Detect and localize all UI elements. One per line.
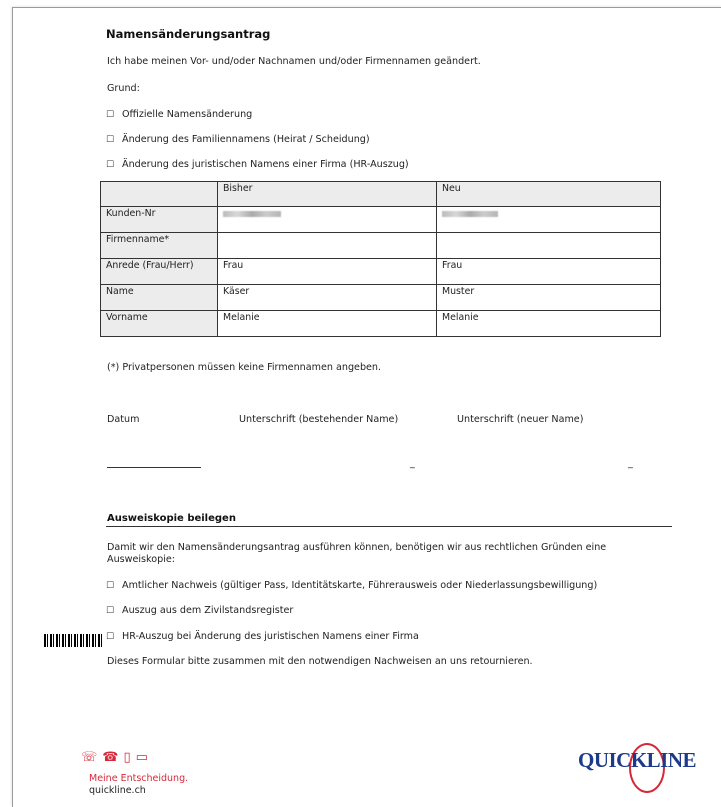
current-signature-label: Unterschrift (bestehender Name) — [239, 414, 399, 425]
row-label: Anrede (Frau/Herr) — [101, 259, 218, 285]
id-section-title: Ausweiskopie beilegen — [107, 513, 236, 524]
date-label: Datum — [107, 414, 140, 425]
first-name-before[interactable]: Melanie — [218, 311, 437, 337]
name-change-table — [100, 181, 661, 337]
date-signature-line[interactable] — [107, 467, 201, 468]
signature-line-mark[interactable]: _ — [410, 458, 415, 469]
id-option-label: HR-Auszug bei Änderung des juristischen Namens einer Firma — [122, 631, 419, 642]
mobile-icon: ▯ — [123, 750, 131, 765]
id-option-label: Auszug aus dem Zivilstandsregister — [122, 605, 294, 616]
reason-label: Grund: — [107, 83, 140, 94]
new-signature-label: Unterschrift (neuer Name) — [457, 414, 584, 425]
id-section-intro-1: Damit wir den Namensänderungsantrag ausführen können, benötigen wir aus rechtlichen Gründen eine — [107, 542, 607, 553]
checkbox-icon[interactable]: ☐ — [106, 110, 115, 120]
tagline: Meine Entscheidung. — [89, 773, 189, 784]
id-option-official[interactable] — [106, 580, 597, 591]
checkbox-icon[interactable]: ☐ — [106, 135, 115, 145]
reason-option-family-name[interactable] — [106, 134, 370, 145]
customer-number-before[interactable] — [218, 207, 437, 233]
first-name-after[interactable]: Melanie — [437, 311, 661, 337]
id-option-label: Amtlicher Nachweis (gültiger Pass, Identitätskarte, Führerausweis oder Niederlassungsbewilligung) — [122, 580, 598, 591]
row-label: Firmenname* — [101, 233, 218, 259]
checkbox-icon[interactable]: ☐ — [106, 632, 115, 642]
closing-text: Dieses Formular bitte zusammen mit den notwendigen Nachweisen an uns retournieren. — [107, 656, 533, 667]
table-header-row — [101, 182, 661, 207]
checkbox-icon[interactable]: ☐ — [106, 581, 115, 591]
salutation-before[interactable]: Frau — [218, 259, 437, 285]
tv-icon: ▭ — [135, 750, 148, 765]
row-label: Name — [101, 285, 218, 311]
website: quickline.ch — [89, 785, 146, 796]
checkbox-icon[interactable]: ☐ — [106, 160, 115, 170]
customer-number-after[interactable] — [437, 207, 661, 233]
landline-icon: ☎ — [102, 750, 119, 765]
table-row-customer-number — [101, 207, 661, 233]
id-option-civil-register[interactable] — [106, 605, 293, 616]
signature-line-mark[interactable]: _ — [628, 458, 633, 469]
section-divider — [106, 526, 672, 527]
reason-option-label: Änderung des juristischen Namens einer Firma (HR-Auszug) — [122, 159, 409, 170]
barcode-icon — [44, 634, 102, 647]
form-title: Namensänderungsantrag — [106, 27, 271, 41]
phone-icon: ☏ — [81, 750, 98, 765]
quickline-logo: QUICKLINE — [578, 748, 697, 772]
company-name-before[interactable] — [218, 233, 437, 259]
document-page — [12, 7, 721, 807]
salutation-after[interactable]: Frau — [437, 259, 661, 285]
intro-text: Ich habe meinen Vor- und/oder Nachnamen und/oder Firmennamen geändert. — [107, 56, 481, 67]
redacted-value — [442, 211, 498, 217]
last-name-after[interactable]: Muster — [437, 285, 661, 311]
row-label: Vorname — [101, 311, 218, 337]
table-header-neu: Neu — [437, 182, 661, 207]
redacted-value — [223, 211, 281, 217]
reason-option-company-name[interactable] — [106, 159, 409, 170]
company-name-after[interactable] — [437, 233, 661, 259]
last-name-before[interactable]: Käser — [218, 285, 437, 311]
table-row-company-name — [101, 233, 661, 259]
table-header-bisher: Bisher — [218, 182, 437, 207]
table-row-salutation — [101, 259, 661, 285]
row-label: Kunden-Nr — [101, 207, 218, 233]
checkbox-icon[interactable]: ☐ — [106, 606, 115, 616]
footnote: (*) Privatpersonen müssen keine Firmennamen angeben. — [107, 362, 382, 373]
table-row-last-name — [101, 285, 661, 311]
table-row-first-name — [101, 311, 661, 337]
id-option-commercial-register[interactable] — [106, 631, 419, 642]
table-header-cell — [101, 182, 218, 207]
reason-option-label: Offizielle Namensänderung — [122, 109, 253, 120]
reason-option-official[interactable] — [106, 109, 252, 120]
id-section-intro-2: Ausweiskopie: — [107, 554, 176, 565]
service-icons — [81, 750, 148, 765]
reason-option-label: Änderung des Familiennamens (Heirat / Scheidung) — [122, 134, 370, 145]
